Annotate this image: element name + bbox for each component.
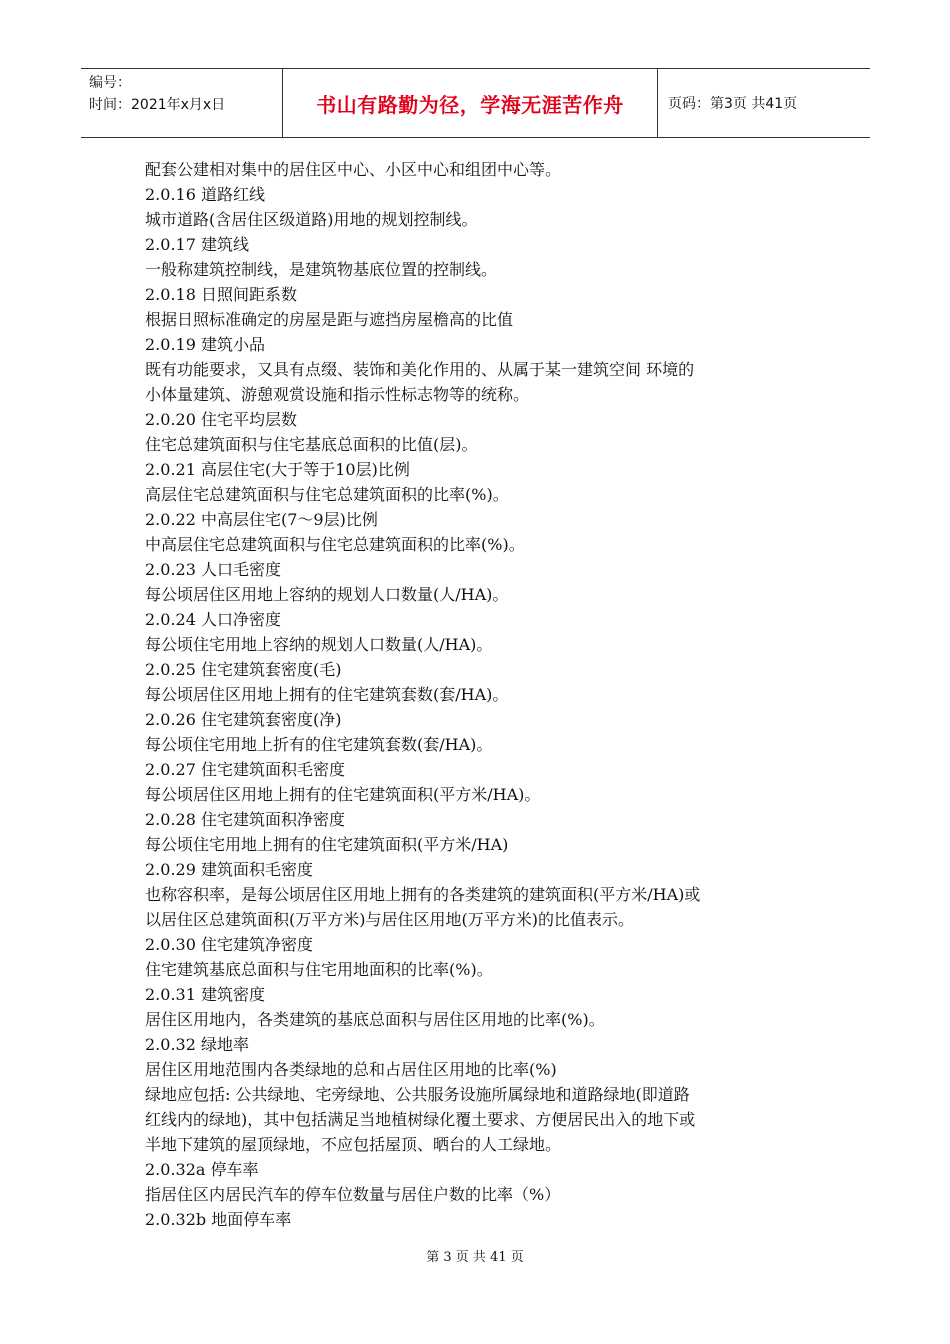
header-motto: 书山有路勤为径，学海无涯苦作舟 bbox=[282, 69, 658, 137]
text-line: 城市道路(含居住区级道路)用地的规划控制线。 bbox=[145, 210, 478, 229]
document-body bbox=[145, 157, 810, 1232]
text-line: 每公顷居住区用地上拥有的住宅建筑面积(平方米/HA)。 bbox=[145, 785, 541, 804]
text-line: 绿地应包括: 公共绿地、宅旁绿地、公共服务设施所属绿地和道路绿地(即道路 bbox=[145, 1085, 690, 1104]
text-line: 2.0.16 道路红线 bbox=[145, 185, 265, 204]
text-line: 2.0.20 住宅平均层数 bbox=[145, 410, 297, 429]
text-line: 2.0.32 绿地率 bbox=[145, 1035, 249, 1054]
text-line: 半地下建筑的屋顶绿地，不应包括屋顶、晒台的人工绿地。 bbox=[145, 1135, 562, 1154]
text-line: 每公顷住宅用地上拥有的住宅建筑面积(平方米/HA) bbox=[145, 835, 509, 854]
text-line: 2.0.23 人口毛密度 bbox=[145, 560, 281, 579]
text-line: 2.0.27 住宅建筑面积毛密度 bbox=[145, 760, 345, 779]
text-line: 也称容积率，是每公顷居住区用地上拥有的各类建筑的建筑面积(平方米/HA)或 bbox=[145, 885, 701, 904]
text-line: 2.0.30 住宅建筑净密度 bbox=[145, 935, 313, 954]
text-line: 2.0.21 高层住宅(大于等于10层)比例 bbox=[145, 460, 410, 479]
text-line: 2.0.28 住宅建筑面积净密度 bbox=[145, 810, 345, 829]
page-footer: 第 3 页 共 41 页 bbox=[426, 1250, 524, 1265]
text-line: 2.0.29 建筑面积毛密度 bbox=[145, 860, 313, 879]
text-line: 2.0.19 建筑小品 bbox=[145, 335, 265, 354]
text-line: 指居住区内居民汽车的停车位数量与居住户数的比率（%） bbox=[145, 1185, 561, 1204]
code-label: 编号： bbox=[89, 75, 131, 91]
text-line: 2.0.31 建筑密度 bbox=[145, 985, 265, 1004]
text-line: 2.0.24 人口净密度 bbox=[145, 610, 281, 629]
text-line: 2.0.22 中高层住宅(7～9层)比例 bbox=[145, 510, 378, 529]
text-line: 2.0.25 住宅建筑套密度(毛) bbox=[145, 660, 342, 679]
text-line: 2.0.26 住宅建筑套密度(净) bbox=[145, 710, 342, 729]
text-line: 住宅总建筑面积与住宅基底总面积的比值(层)。 bbox=[145, 435, 478, 454]
header-meta bbox=[81, 69, 282, 137]
text-line: 一般称建筑控制线，是建筑物基底位置的控制线。 bbox=[145, 260, 498, 279]
page-header bbox=[81, 68, 870, 138]
text-line: 2.0.32a 停车率 bbox=[145, 1160, 259, 1179]
text-line: 中高层住宅总建筑面积与住宅总建筑面积的比率(%)。 bbox=[145, 535, 525, 554]
text-line: 根据日照标准确定的房屋是距与遮挡房屋檐高的比值 bbox=[145, 310, 514, 329]
text-line: 每公顷住宅用地上容纳的规划人口数量(人/HA)。 bbox=[145, 635, 493, 654]
text-line: 配套公建相对集中的居住区中心、小区中心和组团中心等。 bbox=[145, 160, 562, 179]
header-page-info: 页码：第3页 共41页 bbox=[668, 96, 798, 112]
text-line: 住宅建筑基底总面积与住宅用地面积的比率(%)。 bbox=[145, 960, 493, 979]
text-line: 以居住区总建筑面积(万平方米)与居住区用地(万平方米)的比值表示。 bbox=[145, 910, 634, 929]
time-label: 时间：2021年x月x日 bbox=[89, 97, 226, 113]
text-line: 居住区用地内，各类建筑的基底总面积与居住区用地的比率(%)。 bbox=[145, 1010, 605, 1029]
text-line: 每公顷居住区用地上容纳的规划人口数量(人/HA)。 bbox=[145, 585, 509, 604]
text-line: 小体量建筑、游憩观赏设施和指示性标志物等的统称。 bbox=[145, 385, 530, 404]
text-line: 红线内的绿地)，其中包括满足当地植树绿化覆土要求、方便居民出入的地下或 bbox=[145, 1110, 696, 1129]
text-line: 2.0.32b 地面停车率 bbox=[145, 1210, 292, 1229]
text-line: 居住区用地范围内各类绿地的总和占居住区用地的比率(%) bbox=[145, 1060, 557, 1079]
text-line: 每公顷居住区用地上拥有的住宅建筑套数(套/HA)。 bbox=[145, 685, 509, 704]
text-line: 2.0.17 建筑线 bbox=[145, 235, 249, 254]
text-line: 2.0.18 日照间距系数 bbox=[145, 285, 297, 304]
text-line: 既有功能要求，又具有点缀、装饰和美化作用的、从属于某一建筑空间 环境的 bbox=[145, 360, 695, 379]
text-line: 高层住宅总建筑面积与住宅总建筑面积的比率(%)。 bbox=[145, 485, 509, 504]
text-line: 每公顷住宅用地上折有的住宅建筑套数(套/HA)。 bbox=[145, 735, 493, 754]
